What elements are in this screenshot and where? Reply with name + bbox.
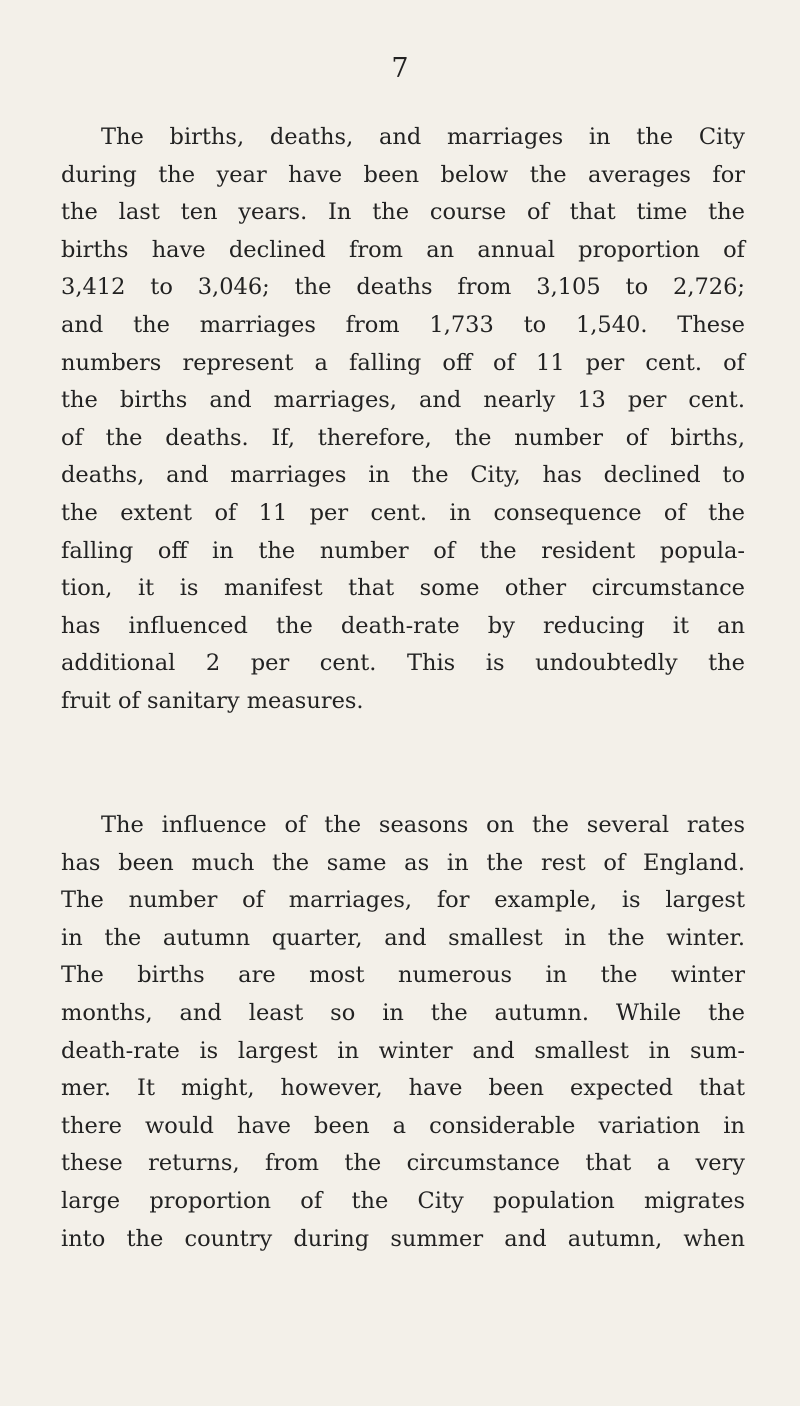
- text-line: these returns, from the circumstance that a very: [61, 1150, 745, 1177]
- text-line: falling off in the number of the resident popula-: [61, 537, 745, 564]
- text-line: has been much the same as in the rest of England.: [61, 849, 745, 876]
- text-line: 3,412 to 3,046; the deaths from 3,105 to 2,726;: [61, 274, 745, 301]
- text-line: the last ten years. In the course of that time the: [61, 199, 745, 226]
- text-line: additional 2 per cent. This is undoubtedly the: [61, 650, 745, 677]
- text-line: large proportion of the City population migrates: [61, 1187, 745, 1214]
- text-line: the extent of 11 per cent. in consequence of the: [61, 499, 745, 526]
- text-line: and the marriages from 1,733 to 1,540. These: [61, 311, 745, 338]
- text-line: deaths, and marriages in the City, has declined to: [61, 462, 745, 489]
- text-line: into the country during summer and autumn, when: [61, 1225, 745, 1252]
- page-number: 7: [391, 53, 409, 84]
- text-line: in the autumn quarter, and smallest in the winter.: [61, 924, 745, 951]
- text-line: The births are most numerous in the winter: [61, 962, 745, 989]
- text-line: death-rate is largest in winter and smallest in sum-: [61, 1037, 745, 1064]
- text-line: mer. It might, however, have been expected that: [61, 1075, 745, 1102]
- paragraph-births-deaths-marriages: [61, 119, 745, 721]
- text-line: The influence of the seasons on the several rates: [101, 812, 745, 838]
- text-line: months, and least so in the autumn. While the: [61, 999, 745, 1026]
- text-line: The births, deaths, and marriages in the City: [101, 124, 745, 150]
- text-line: The number of marriages, for example, is largest: [61, 887, 745, 914]
- text-line: births have declined from an annual proportion of: [61, 236, 745, 263]
- paragraph-influence-of-seasons: [61, 807, 745, 1258]
- text-line: fruit of sanitary measures.: [61, 687, 364, 714]
- text-line: tion, it is manifest that some other circumstance: [61, 575, 745, 602]
- text-line: of the deaths. If, therefore, the number of births,: [61, 424, 745, 451]
- text-line: the births and marriages, and nearly 13 per cent.: [61, 387, 745, 414]
- text-line: has influenced the death-rate by reducing it an: [61, 612, 745, 639]
- text-line: during the year have been below the averages for: [61, 161, 745, 188]
- text-line: there would have been a considerable variation in: [61, 1112, 745, 1139]
- text-line: numbers represent a falling off of 11 per cent. of: [61, 349, 745, 376]
